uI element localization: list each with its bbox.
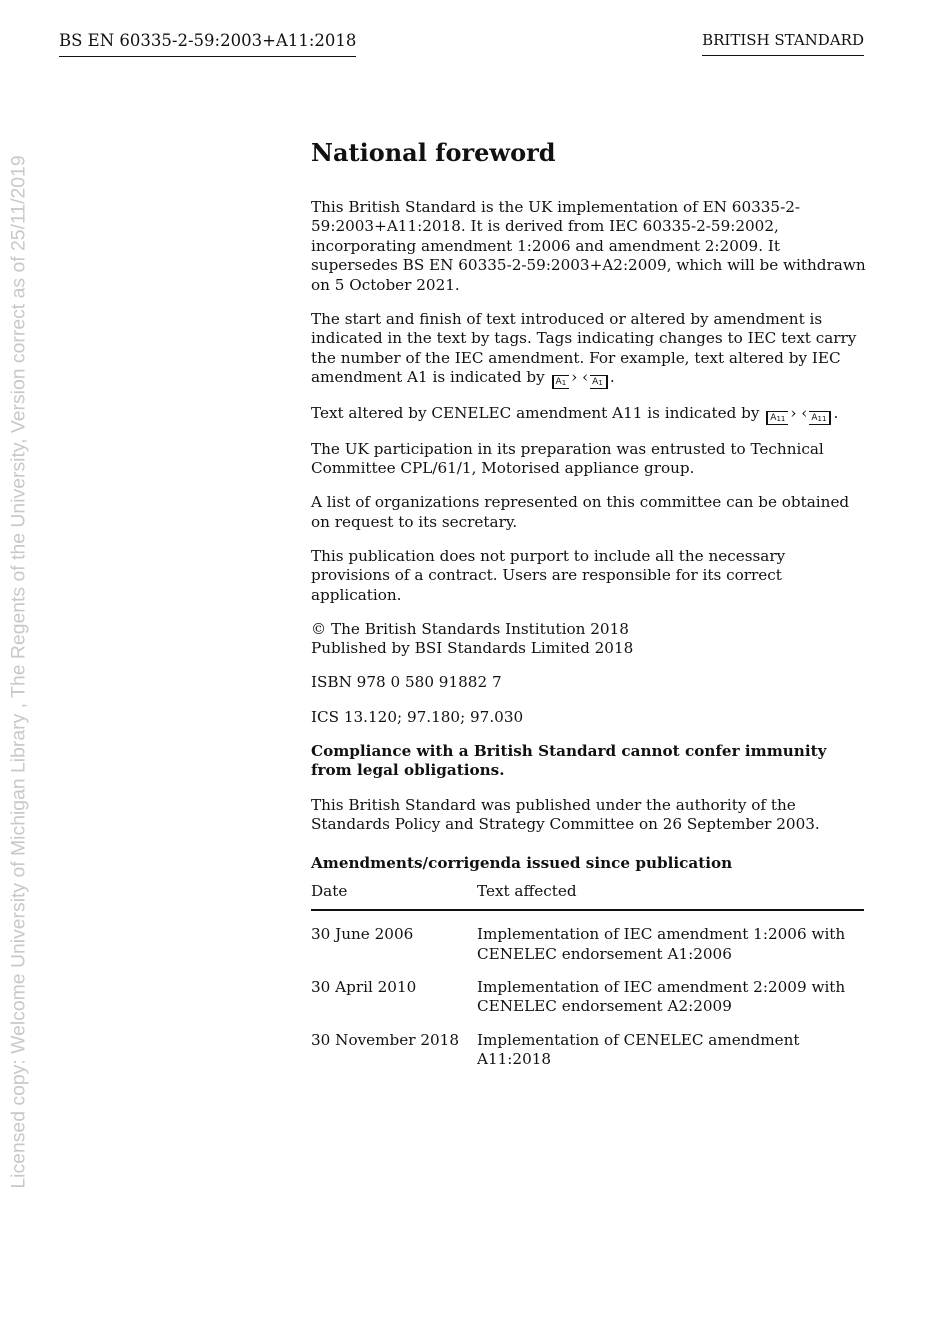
amendments-title: Amendments/corrigenda issued since publication [311,854,733,873]
amendment-date: 30 November 2018 [311,1030,460,1049]
table-row [311,964,864,1017]
amendments-header-row [311,882,864,910]
license-watermark: Licensed copy: Welcome University of Michigan Library , The Regents of the University, Version correct as of 25/11/2019 [7,155,30,1189]
foreword-body [311,138,867,1070]
copyright-block [311,620,867,659]
column-header-date: Date [311,882,477,910]
ics: ICS 13.120; 97.180; 97.030 [311,707,524,726]
table-row [311,910,864,964]
amendment-text: Implementation of CENELEC amendment A11:2018 [477,1030,800,1069]
amendment-a11-end-tag: $A_{11}$ [809,411,831,425]
paragraph-committee: The UK participation in its preparation was entrusted to Technical Committee CPL/61/1, Motorised appliance group. [311,439,824,478]
published-line: Published by BSI Standards Limited 2018 [311,639,634,658]
page-title: National foreword [311,138,556,167]
amendment-date: 30 June 2006 [311,925,414,944]
amendment-text: Implementation of IEC amendment 2:2009 with CENELEC endorsement A2:2009 [477,977,846,1016]
amendment-date: 30 April 2010 [311,977,417,996]
copyright-line: © The British Standards Institution 2018 [311,619,629,638]
amendments-table [311,882,864,1070]
amendment-text: Implementation of IEC amendment 1:2006 with CENELEC endorsement A1:2006 [477,925,846,963]
paragraph-tags: The start and finish of text introduced or altered by amendment is indicated in the text by tags. Tags indicating changes to IEC text carry the number of the IEC amendment. For example, text altered by IEC amendment A1 is indicated by $A_1$ › ‹ $A_1$ . [311,309,857,388]
paragraph-cenelec-tags: Text altered by CENELEC amendment A11 is indicated by $A_{11}$ › ‹ $A_{11}$ . [311,403,839,423]
authority-statement: This British Standard was published under the authority of the Standards Policy and Strategy Committee on 26 September 2003. [311,795,820,833]
amendment-a11-start-tag: $A_{11}$ [766,411,788,425]
isbn: ISBN 978 0 580 91882 7 [311,673,502,692]
series-label: BRITISH STANDARD [702,31,864,56]
paragraph-organizations: A list of organizations represented on this committee can be obtained on request to its secretary. [311,493,850,531]
compliance-notice: Compliance with a British Standard cannot confer immunity from legal obligations. [311,741,827,780]
paragraph-tags-text: The start and finish of text introduced or altered by amendment is indicated in the text by tags. Tags indicating changes to IEC text carry the number of the IEC amendment. For example, text altered by IEC amendment A1 is indicated by [311,309,857,387]
table-row [311,1017,864,1070]
paragraph-cenelec-tags-text: Text altered by CENELEC amendment A11 is indicated by [311,403,760,422]
paragraph-contract: This publication does not purport to include all the necessary provisions of a contract. Users are responsible for its correct application. [311,546,786,604]
column-header-text-affected: Text affected [477,882,864,910]
paragraph-implementation: This British Standard is the UK implementation of EN 60335-2-59:2003+A11:2018. It is derived from IEC 60335-2-59:2002, incorporating amendment 1:2006 and amendment 2:2009. It supersedes BS EN 60335-2-59:2003+A2:2009, which will be withdrawn on 5 October 2021. [311,198,866,294]
amendment-a1-start-tag: $A_1$ [552,375,570,389]
amendment-a1-end-tag: $A_1$ [590,375,608,389]
document-id: BS EN 60335-2-59:2003+A11:2018 [59,31,356,57]
